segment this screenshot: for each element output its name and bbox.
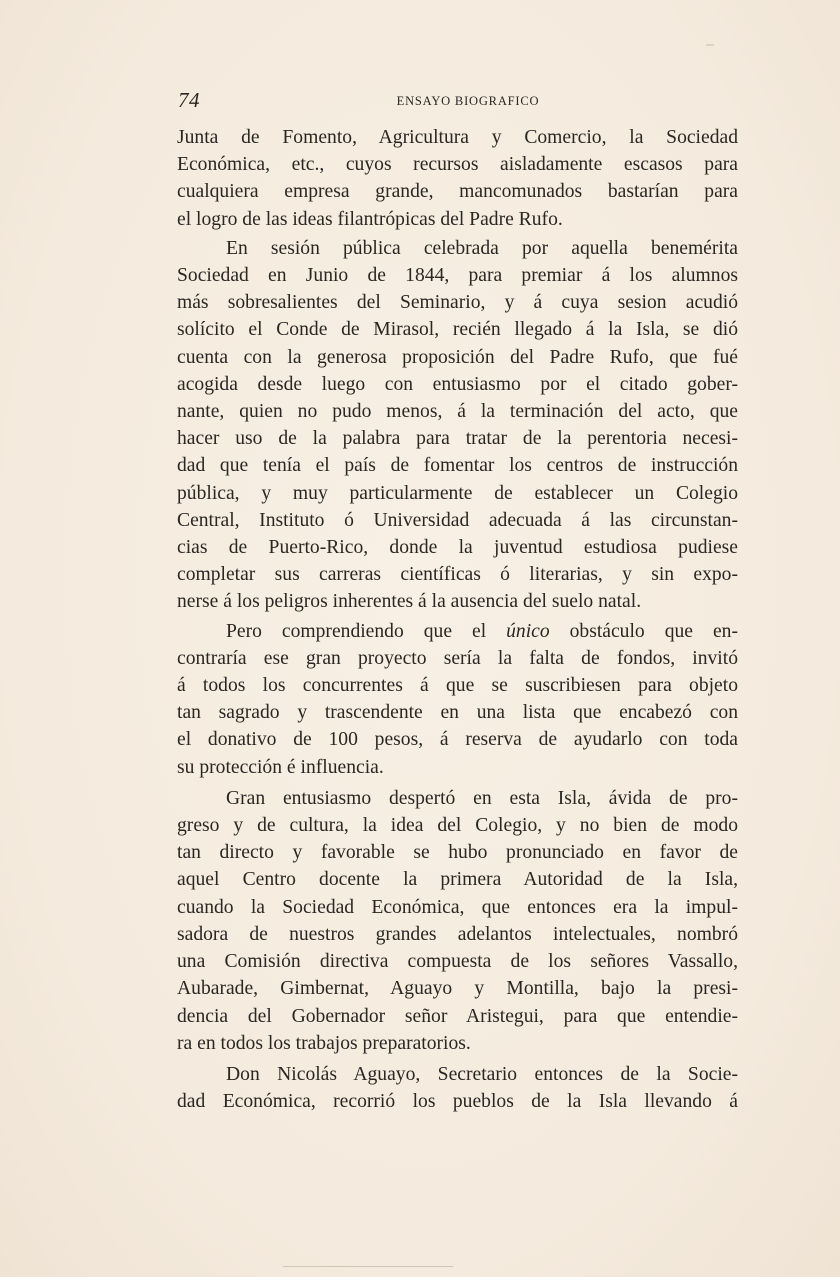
- text-line: ra en todos los trabajos preparatorios.: [177, 1032, 471, 1054]
- text-line: dencia del Gobernador señor Aristegui, para que entendie-: [177, 1005, 738, 1027]
- paragraph: [177, 1061, 738, 1115]
- text-fragment: obstáculo que en-: [549, 620, 738, 642]
- text-line: Económica, etc., cuyos recursos aisladamente escasos para: [177, 154, 738, 176]
- text-line: solícito el Conde de Mirasol, recién llegado á la Isla, se dió: [177, 319, 738, 341]
- text-line: el logro de las ideas filantrópicas del Padre Rufo.: [177, 208, 563, 230]
- text-line: el donativo de 100 pesos, á reserva de ayudarlo con toda: [177, 729, 738, 751]
- paper-blemish: [706, 44, 714, 46]
- paragraph: [177, 235, 738, 616]
- text-line: cuenta con la generosa proposición del Padre Rufo, que fué: [177, 346, 738, 368]
- text-line-with-italic: [177, 618, 738, 645]
- running-head: ENSAYO BIOGRAFICO: [396, 94, 540, 108]
- body-text: [177, 124, 738, 1115]
- text-line: á todos los concurrentes á que se suscribiesen para objeto: [177, 675, 738, 697]
- text-line: Sociedad en Junio de 1844, para premiar á los alumnos: [177, 265, 738, 287]
- text-line: una Comisión directiva compuesta de los señores Vassallo,: [177, 951, 738, 973]
- text-line: completar sus carreras científicas ó literarias, y sin expo-: [177, 564, 738, 586]
- text-line: más sobresalientes del Seminario, y á cuya sesion acudió: [177, 292, 738, 314]
- text-line: acogida desde luego con entusiasmo por el citado gober-: [177, 373, 738, 395]
- paragraph: [177, 785, 738, 1057]
- paragraph: [177, 124, 738, 233]
- text-line: cuando la Sociedad Económica, que entonces era la impul-: [177, 896, 738, 918]
- text-line: Central, Instituto ó Universidad adecuada á las circunstan-: [177, 509, 738, 531]
- text-line: sadora de nuestros grandes adelantos intelectuales, nombró: [177, 923, 738, 945]
- text-line: cias de Puerto-Rico, donde la juventud estudiosa pudiese: [177, 537, 738, 559]
- text-line: nante, quien no pudo menos, á la terminación del acto, que: [177, 401, 738, 423]
- text-line: dad que tenía el país de fomentar los centros de instrucción: [177, 455, 738, 477]
- text-line: greso y de cultura, la idea del Colegio, y no bien de modo: [177, 815, 738, 837]
- text-line: contraría ese gran proyecto sería la falta de fondos, invitó: [177, 647, 738, 669]
- text-line: aquel Centro docente la primera Autoridad de la Isla,: [177, 869, 738, 891]
- text-fragment: Pero comprendiendo que el: [226, 620, 507, 642]
- text-line: Gran entusiasmo despertó en esta Isla, ávida de pro-: [226, 787, 738, 809]
- text-line: dad Económica, recorrió los pueblos de la Isla llevando á: [177, 1091, 738, 1113]
- bottom-rule: [283, 1266, 453, 1267]
- paragraph: [177, 618, 738, 781]
- text-line: cualquiera empresa grande, mancomunados bastarían para: [177, 181, 738, 203]
- text-line: Aubarade, Gimbernat, Aguayo y Montilla, bajo la presi-: [177, 978, 738, 1000]
- text-line: hacer uso de la palabra para tratar de la perentoria necesi-: [177, 428, 738, 450]
- text-line: nerse á los peligros inherentes á la ausencia del suelo natal.: [177, 591, 642, 613]
- text-line: En sesión pública celebrada por aquella benemérita: [226, 237, 738, 259]
- italic-word: único: [506, 620, 550, 642]
- page-header: [178, 88, 738, 116]
- text-line: Don Nicolás Aguayo, Secretario entonces de la Socie-: [226, 1063, 738, 1085]
- text-line: tan sagrado y trascendente en una lista que encabezó con: [177, 702, 738, 724]
- page-number: 74: [178, 88, 200, 112]
- text-line: tan directo y favorable se hubo pronunciado en favor de: [177, 842, 738, 864]
- text-line: su protección é influencia.: [177, 756, 384, 778]
- text-line: pública, y muy particularmente de establecer un Colegio: [177, 482, 738, 504]
- text-line: Junta de Fomento, Agricultura y Comercio, la Sociedad: [177, 127, 738, 148]
